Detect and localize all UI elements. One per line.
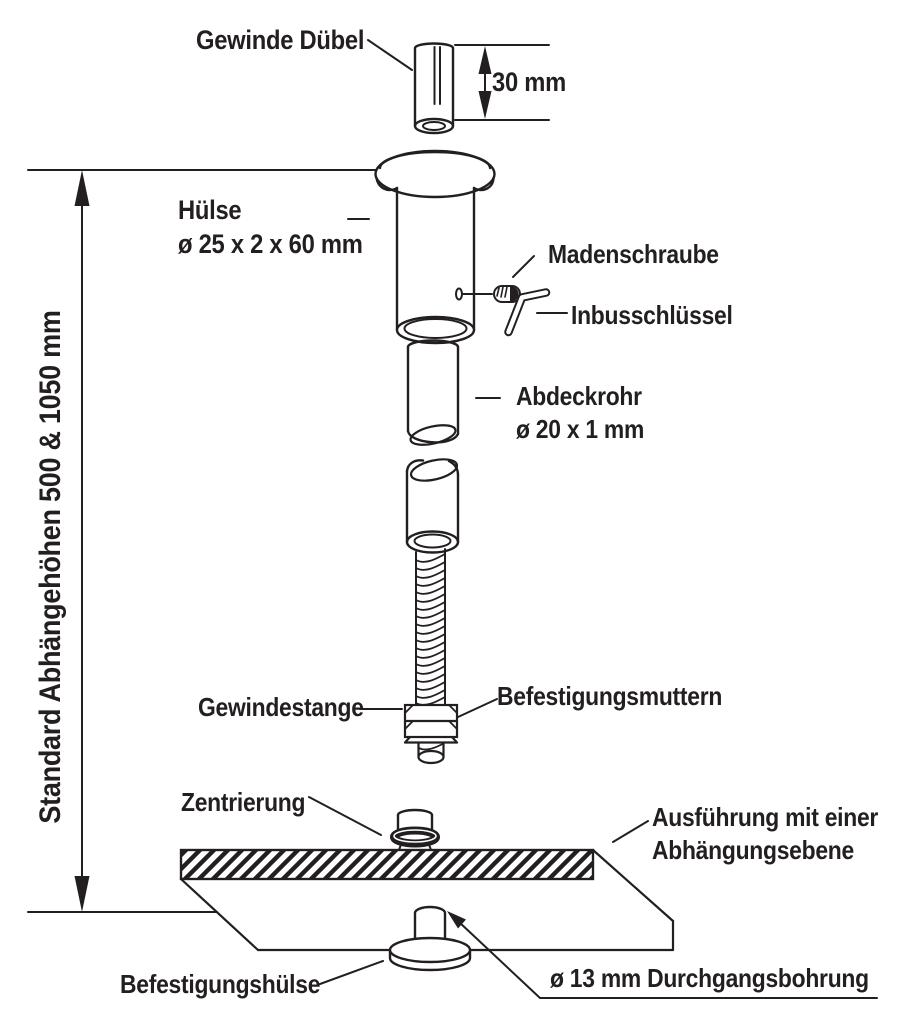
label-set-screw: Madenschraube	[548, 239, 719, 269]
label-suspension-level-line2: Abhängungsebene	[652, 834, 854, 865]
set-screw-drawing	[463, 286, 520, 302]
label-allen-key: Inbusschlüssel	[571, 300, 733, 330]
fastening-nuts-drawing	[405, 705, 457, 763]
label-sleeve-line1: Hülse	[178, 195, 242, 225]
label-through-bore: ø 13 mm Durchgangsbohrung	[550, 963, 869, 993]
label-threaded-dowel: Gewinde Dübel	[196, 25, 365, 55]
label-cover-tube-line2: ø 20 x 1 mm	[516, 413, 645, 444]
label-suspension-level-line1: Ausführung mit einer	[652, 802, 879, 832]
cover-tube-lower-drawing	[407, 455, 459, 552]
label-cover-tube	[516, 380, 644, 445]
label-30mm: 30 mm	[492, 67, 566, 97]
centering-piece-drawing	[394, 810, 436, 850]
label-sleeve	[178, 194, 363, 262]
label-cover-tube-line1: Abdeckrohr	[516, 381, 642, 411]
threaded-dowel-drawing	[415, 44, 453, 134]
label-fastening-sleeve: Befestigungshülse	[120, 969, 321, 999]
cover-tube-upper-drawing	[408, 341, 458, 449]
threaded-rod-drawing	[416, 549, 445, 705]
label-suspension-level	[652, 801, 878, 866]
label-sleeve-line2: ø 25 x 2 x 60 mm	[178, 228, 363, 259]
label-fastening-nuts: Befestigungsmuttern	[497, 681, 723, 711]
label-standard-suspension-heights: Standard Abhängehöhen 500 & 1050 mm	[34, 310, 67, 824]
label-threaded-rod: Gewindestange	[198, 692, 364, 722]
sleeve-drawing	[376, 151, 495, 343]
label-centering: Zentrierung	[181, 787, 306, 817]
